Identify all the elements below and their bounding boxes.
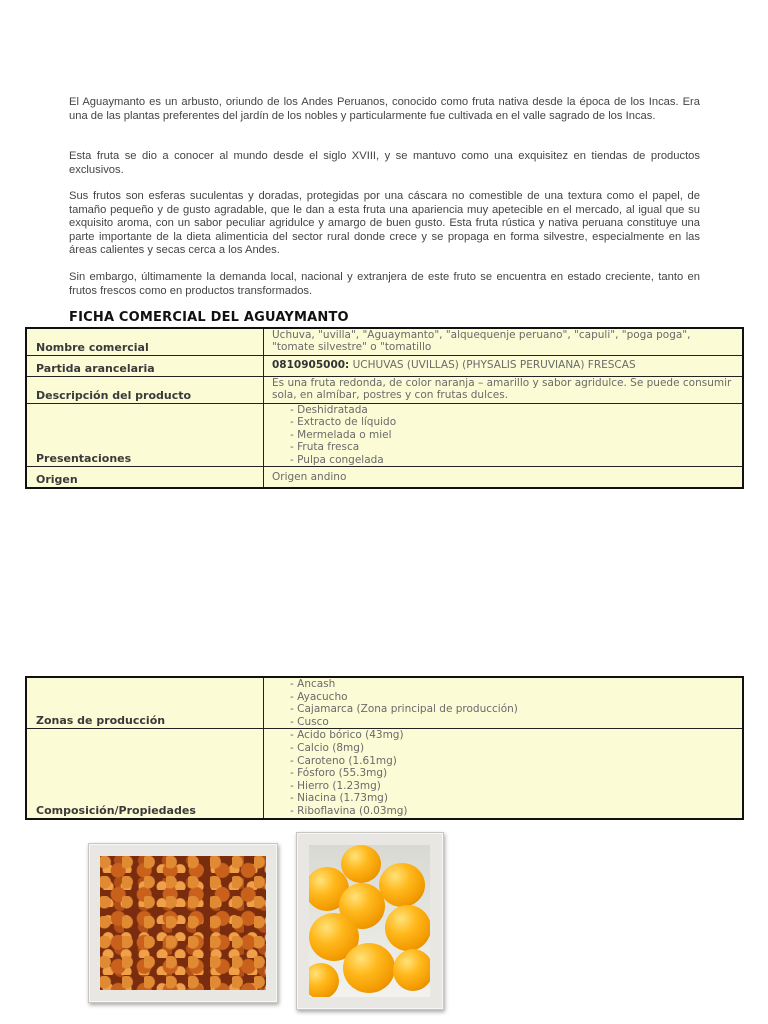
partida-value <box>264 355 744 376</box>
list-item: - Niacina (1.73mg) <box>290 792 736 805</box>
fresh-goldenberries-image <box>309 845 430 997</box>
partida-code: 0810905000: <box>272 359 350 372</box>
presentaciones-label: Presentaciones <box>26 403 264 467</box>
list-item: - Mermelada o miel <box>290 429 736 442</box>
list-item: - Ayacucho <box>290 691 736 704</box>
table-row-descripcion <box>26 376 743 403</box>
table-row-nombre <box>26 328 743 355</box>
zonas-list <box>272 678 736 728</box>
ficha-table-1 <box>25 327 744 489</box>
list-item: - Riboflavina (0.03mg) <box>290 805 736 818</box>
table-row-origen <box>26 467 743 488</box>
list-item: - Calcio (8mg) <box>290 742 736 755</box>
origen-value: Origen andino <box>264 467 744 488</box>
list-item: - Fruta fresca <box>290 441 736 454</box>
list-item: - Cusco <box>290 716 736 729</box>
intro-paragraph-3: Sus frutos son esferas suculentas y doradas, protegidas por una cáscara no comestible de una textura como el papel, de tamaño pequeño y de gusto agradable, que le dan a esta fruta una apariencia muy apetecible en el mercado, al igual que su exquisito aroma, con un sabor peculiar agridulce y amargo de buen gusto. Esta fruta rústica y nativa peruana constituye una parte importante de la dieta alimenticia del sector rural donde crece y se propaga en forma silvestre, especialmente en las áreas calientes y secas cerca a los Andes. <box>69 190 700 257</box>
composicion-label: Composición/Propiedades <box>26 729 264 819</box>
list-item: - Caroteno (1.61mg) <box>290 755 736 768</box>
zonas-value <box>264 677 744 729</box>
ficha-title: FICHA COMERCIAL DEL AGUAYMANTO <box>69 310 349 325</box>
descripcion-label: Descripción del producto <box>26 376 264 403</box>
list-item: - Deshidratada <box>290 404 736 417</box>
composicion-value <box>264 729 744 819</box>
list-item: - Ancash <box>290 678 736 691</box>
composicion-list <box>272 729 736 817</box>
intro-paragraph-1: El Aguaymanto es un arbusto, oriundo de los Andes Peruanos, conocido como fruta nativa desde la época de los Incas. Era una de las plantas preferentes del jardín de los nobles y particularmente fue cultivada en el valle sagrado de los Incas. <box>69 96 700 122</box>
table-row-partida <box>26 355 743 376</box>
nombre-label: Nombre comercial <box>26 328 264 355</box>
presentaciones-value <box>264 403 744 467</box>
dried-goldenberries-photo <box>88 843 278 1003</box>
descripcion-value: Es una fruta redonda, de color naranja – amarillo y sabor agridulce. Se puede consumir sola, en almíbar, postres y con frutas dulces. <box>264 376 744 403</box>
list-item: - Cajamarca (Zona principal de producción) <box>290 703 736 716</box>
list-item: - Acido bórico (43mg) <box>290 729 736 742</box>
partida-label: Partida arancelaria <box>26 355 264 376</box>
list-item: - Extracto de líquido <box>290 416 736 429</box>
zonas-label: Zonas de producción <box>26 677 264 729</box>
fresh-goldenberries-photo <box>296 832 444 1010</box>
table-row-composicion <box>26 729 743 819</box>
table-row-presentaciones <box>26 403 743 467</box>
dried-goldenberries-image <box>100 856 266 990</box>
origen-label: Origen <box>26 467 264 488</box>
list-item: - Fósforo (55.3mg) <box>290 767 736 780</box>
presentaciones-list <box>272 404 736 467</box>
nombre-value: Uchuva, "uvilla", "Aguaymanto", "alquequenje peruano", "capuli", "poga poga", "tomate silvestre" o "tomatillo <box>264 328 744 355</box>
intro-paragraph-2: Esta fruta se dio a conocer al mundo desde el siglo XVIII, y se mantuvo como una exquisitez en tiendas de productos exclusivos. <box>69 150 700 176</box>
table-row-zonas <box>26 677 743 729</box>
ficha-table-2 <box>25 676 744 820</box>
list-item: - Pulpa congelada <box>290 454 736 467</box>
list-item: - Hierro (1.23mg) <box>290 780 736 793</box>
intro-paragraph-4: Sin embargo, últimamente la demanda local, nacional y extranjera de este fruto se encuentra en estado creciente, tanto en frutos frescos como en productos transformados. <box>69 271 700 297</box>
partida-description: UCHUVAS (UVILLAS) (PHYSALIS PERUVIANA) FRESCAS <box>349 359 636 372</box>
